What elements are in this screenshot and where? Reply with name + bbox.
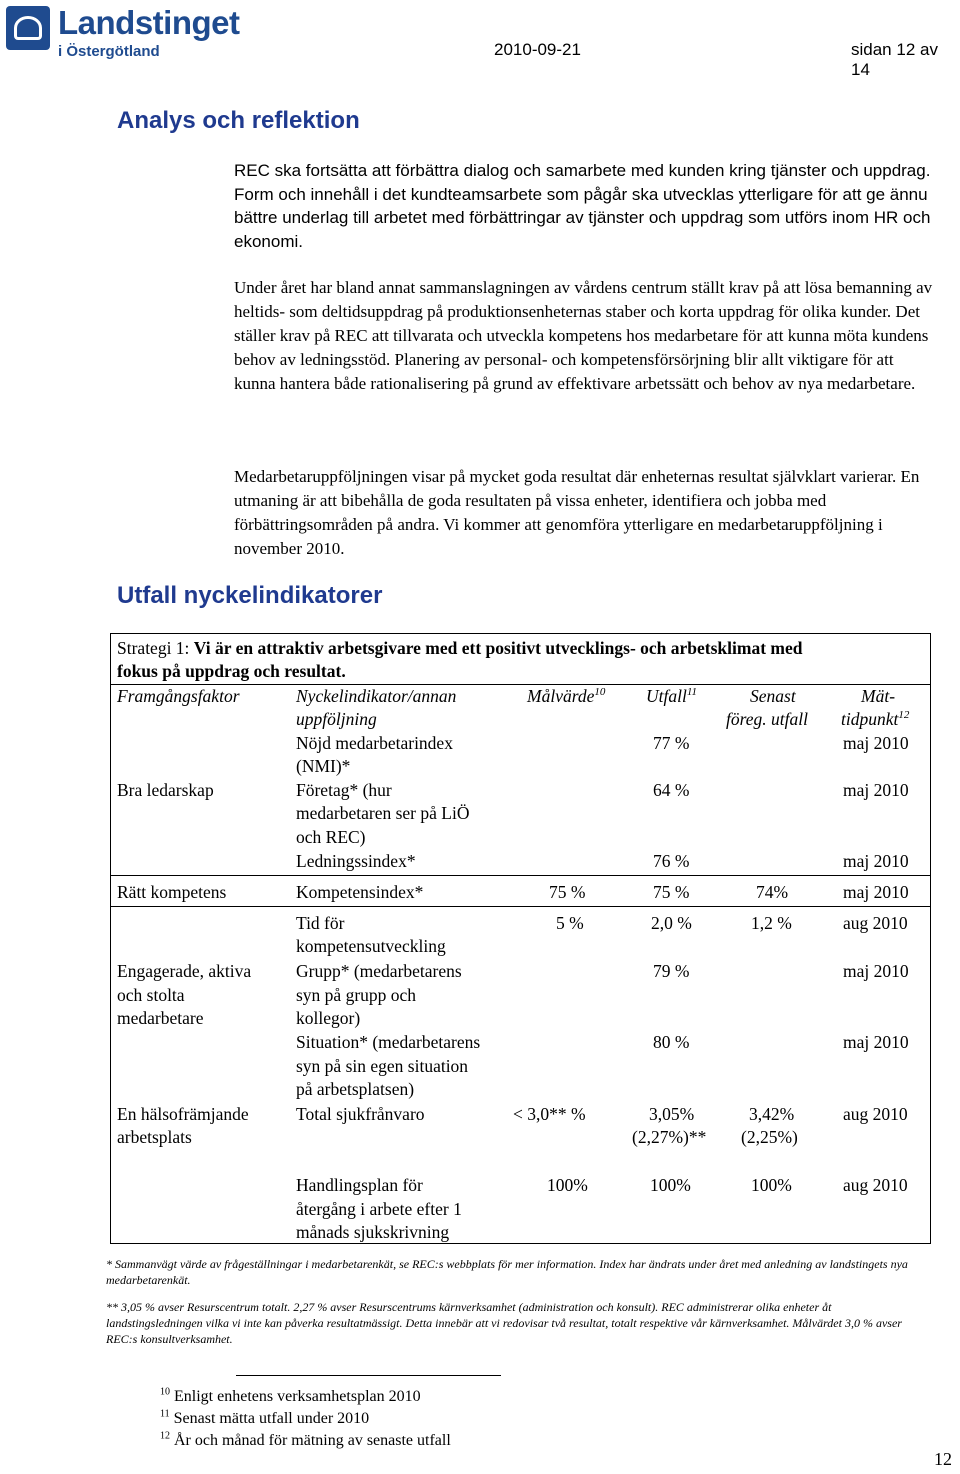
row9-outcome: 100% (650, 1175, 691, 1195)
row7-time: maj 2010 (843, 1032, 909, 1052)
row9-indicator-1: Handlingsplan för (296, 1175, 423, 1195)
row4-time: maj 2010 (843, 882, 909, 902)
row5-outcome: 2,0 % (651, 913, 692, 933)
organization-logo (6, 6, 246, 58)
header-mat-1: Mät- (861, 686, 896, 706)
strategy-line-1 (117, 637, 803, 661)
paragraph-rec-dialog: REC ska fortsätta att förbättra dialog och samarbete med kunden kring tjänster och uppdrag. Form och innehåll i det kundteamsarbete som pågår ska utvecklas ytterligare för att ge ännu bättre underlag till arbetet med förbättringar av tjänster och uppdrag som utförs inom HR och ekonomi. (234, 161, 931, 251)
row1-time: maj 2010 (843, 733, 909, 753)
header-utfall (646, 685, 697, 709)
header-malvarde-text: Målvärde (527, 686, 595, 706)
row5-time: aug 2010 (843, 913, 908, 933)
row4-factor: Rätt kompetens (117, 882, 227, 902)
row7-outcome: 80 % (653, 1032, 690, 1052)
row8-target: < 3,0** % (513, 1104, 586, 1124)
row6-factor-1: Engagerade, aktiva (117, 961, 252, 981)
footnote-double-star: ** 3,05 % avser Resurscentrum totalt. 2,27 % avser Resurscentrums kärnverksamhet (administration och konsult). REC administrerar olika enheter åt landstingsledningen vilka vi inte kan påverka resultatmässigt. Detta innebär att vi redovisar två resultat, totalt respektive vår kärnverksamhet. Målvärdet 3,0 % avser REC:s konsultverksamhet. (106, 1300, 902, 1346)
row9-time: aug 2010 (843, 1175, 908, 1195)
row2-indicator-3: och REC) (296, 827, 366, 847)
row6-factor-2: och stolta (117, 985, 185, 1005)
row4-target: 75 % (549, 882, 586, 902)
crest-icon (6, 6, 50, 50)
row4-indicator-1: Kompetensindex* (296, 882, 424, 902)
row8-prev-2: (2,25%) (741, 1127, 798, 1147)
row2-indicator-1: Företag* (hur (296, 780, 392, 800)
row9-indicator-2: återgång i arbete efter 1 (296, 1199, 462, 1219)
header-date: 2010-09-21 (494, 40, 581, 59)
row5-prev: 1,2 % (751, 913, 792, 933)
row1-indicator-2: (NMI)* (296, 756, 351, 776)
row3-time: maj 2010 (843, 851, 909, 871)
reference-10 (160, 1387, 421, 1407)
logo-name: Landstinget (58, 4, 240, 41)
strategy-prefix: Strategi 1: (117, 638, 194, 658)
reference-12-num: 12 (160, 1430, 170, 1442)
strategy-line-2: fokus på uppdrag och resultat. (117, 661, 346, 681)
row2-factor: Bra ledarskap (117, 780, 214, 800)
header-mat-2-text: tidpunkt (841, 709, 899, 729)
header-mat-2 (841, 708, 909, 732)
kpi-table (110, 633, 931, 1244)
row8-outcome-2: (2,27%)** (632, 1127, 707, 1147)
page-number: 12 (934, 1449, 952, 1469)
row7-indicator-3: på arbetsplatsen) (296, 1079, 415, 1099)
header-malvarde-sup: 10 (594, 686, 606, 699)
row7-indicator-2: syn på sin egen situation (296, 1056, 469, 1076)
row8-factor-1: En hälsofrämjande (117, 1104, 249, 1124)
paragraph-bemanning: Under året har bland annat sammanslagningen av vårdens centrum ställt krav på att lösa bemanning av heltids- som deltidsuppdrag på produktionsenheternas staber och korta uppdrag för olika kunder. Det ställer krav på REC att tillvarata och utveckla kompetens hos medarbetare för att kunna möta kundens behov av ledningsstöd. Planering av personal- och kompetensförsörjning blir allt viktigare för att kunna hantera både rationalisering på grund av effektivare arbetssätt och behov av nya medarbetare. (234, 278, 933, 393)
paragraph-medarbetaruppfoljning: Medarbetaruppföljningen visar på mycket goda resultat där enheternas resultat självklart varierar. En utmaning är att bibehålla de goda resultaten på vissa enheter, identifiera och jobba med förbättringsområden på andra. Vi kommer att genomföra ytterligare en medarbetaruppföljning i november 2010. (234, 467, 920, 558)
row5-target: 5 % (556, 913, 584, 933)
row3-indicator-1: Ledningssindex* (296, 851, 416, 871)
footnote-star: * Sammanvägt värde av frågeställningar i medarbetarenkät, se REC:s webbplats för mer information. Index har ändrats under året med anledning av landstingets nya medarbetarenkät. (106, 1257, 908, 1287)
row-divider-2 (111, 906, 930, 907)
header-senast-2: föreg. utfall (726, 709, 808, 729)
section-heading-analys: Analys och reflektion (117, 107, 360, 134)
row2-indicator-2: medarbetaren ser på LiÖ (296, 803, 470, 823)
row6-factor-3: medarbetare (117, 1008, 204, 1028)
row9-indicator-3: månads sjukskrivning (296, 1222, 450, 1242)
row8-time: aug 2010 (843, 1104, 908, 1124)
row6-time: maj 2010 (843, 961, 909, 981)
footnote-divider (236, 1375, 501, 1376)
row9-prev: 100% (751, 1175, 792, 1195)
row8-indicator-1: Total sjukfrånvaro (296, 1104, 425, 1124)
row6-indicator-1: Grupp* (medarbetarens (296, 961, 462, 981)
row8-prev-1: 3,42% (749, 1104, 795, 1124)
header-mat-2-sup: 12 (898, 709, 910, 722)
row5-indicator-1: Tid för (296, 913, 345, 933)
logo-subname: i Östergötland (58, 43, 160, 60)
row-divider-1 (111, 875, 930, 876)
row4-prev: 74% (756, 882, 789, 902)
header-utfall-sup: 11 (686, 686, 698, 699)
row8-outcome-1: 3,05% (649, 1104, 695, 1124)
reference-11-text: Senast mätta utfall under 2010 (173, 1410, 370, 1427)
reference-11-num: 11 (160, 1408, 170, 1420)
reference-12-text: År och månad för mätning av senaste utfall (174, 1432, 451, 1449)
reference-10-num: 10 (160, 1386, 170, 1398)
row3-outcome: 76 % (653, 851, 690, 871)
row2-outcome: 64 % (653, 780, 690, 800)
header-framgangsfaktor: Framgångsfaktor (117, 686, 240, 706)
row1-outcome: 77 % (653, 733, 690, 753)
row2-time: maj 2010 (843, 780, 909, 800)
reference-12 (160, 1431, 451, 1451)
row7-indicator-1: Situation* (medarbetarens (296, 1032, 481, 1052)
header-malvarde (527, 685, 605, 709)
row4-outcome: 75 % (653, 882, 690, 902)
header-nyckelindikator-2: uppföljning (296, 709, 377, 729)
row9-target: 100% (547, 1175, 588, 1195)
header-senast-1: Senast (750, 686, 796, 706)
section-heading-utfall: Utfall nyckelindikatorer (117, 582, 383, 609)
row6-indicator-3: kollegor) (296, 1008, 361, 1028)
row1-indicator-1: Nöjd medarbetarindex (296, 733, 453, 753)
strategy-text: Vi är en attraktiv arbetsgivare med ett positivt utvecklings- och arbetsklimat med (193, 638, 803, 658)
reference-11 (160, 1409, 369, 1429)
header-utfall-text: Utfall (646, 686, 687, 706)
row8-factor-2: arbetsplats (117, 1127, 192, 1147)
header-page-label: sidan 12 av 14 (851, 40, 938, 79)
row5-indicator-2: kompetensutveckling (296, 936, 446, 956)
row6-outcome: 79 % (653, 961, 690, 981)
row6-indicator-2: syn på grupp och (296, 985, 417, 1005)
header-nyckelindikator-1: Nyckelindikator/annan (296, 686, 457, 706)
reference-10-text: Enligt enhetens verksamhetsplan 2010 (174, 1388, 421, 1405)
